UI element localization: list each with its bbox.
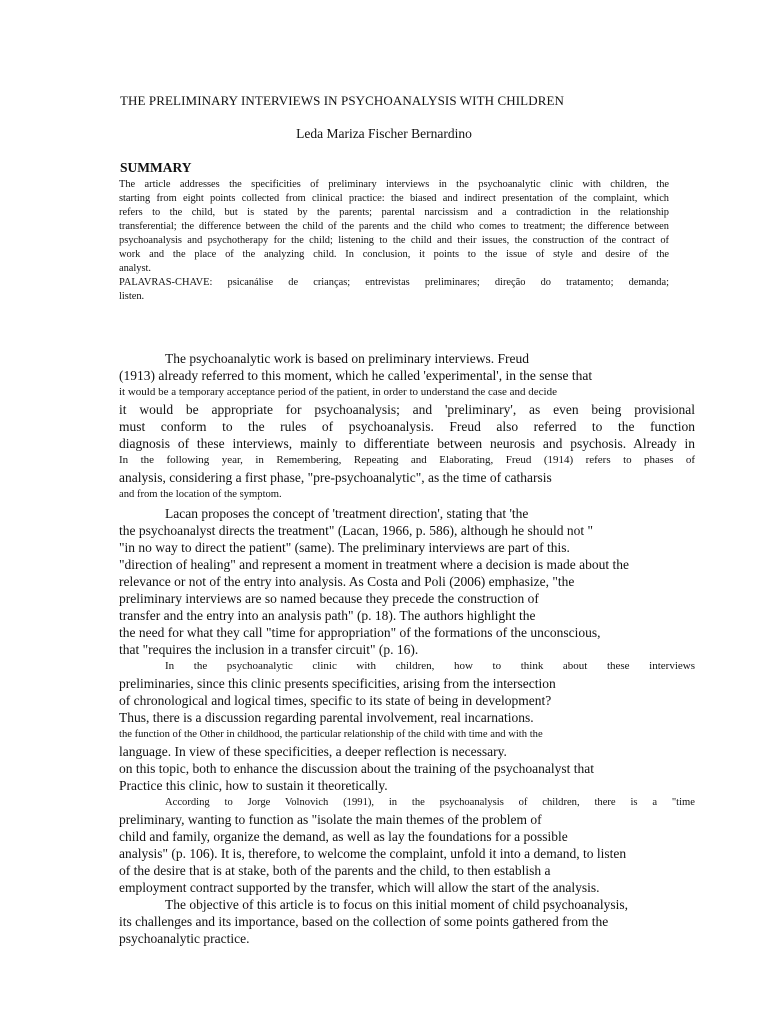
body-line: and from the location of the symptom.	[119, 489, 282, 500]
body-line: preliminary, wanting to function as "isolate the main themes of the problem of	[119, 812, 542, 827]
body-line: preliminary interviews are so named because they precede the construction of	[119, 591, 539, 606]
summary-line: analyst.	[119, 263, 152, 274]
body-line: analysis" (p. 106). It is, therefore, to welcome the complaint, unfold it into a demand, to listen	[119, 846, 627, 861]
body-line: (1913) already referred to this moment, which he called 'experimental', in the sense that	[119, 368, 593, 383]
body-text	[119, 350, 695, 947]
summary-line: refers to the child, but is stated by the parents; parental narcissism and a contradiction in the relationship	[119, 207, 669, 218]
summary-line: transferential; the difference between the child of the parents and the child who comes to treatment; the difference between	[119, 221, 669, 232]
body-line: of chronological and logical times, specific to its state of being in development?	[119, 693, 552, 708]
author-name: Leda Mariza Fischer Bernardino	[296, 126, 472, 141]
body-line: it would be appropriate for psychoanalysis; and 'preliminary', as even being provisional	[119, 402, 695, 417]
body-line: "in no way to direct the patient" (same). The preliminary interviews are part of this.	[119, 540, 570, 555]
summary-line: The article addresses the specificities of preliminary interviews in the psychoanalytic clinic with children, the	[119, 179, 669, 190]
body-line: The objective of this article is to focus on this initial moment of child psychoanalysis,	[165, 897, 629, 912]
keywords-line: listen.	[119, 291, 145, 302]
body-line: relevance or not of the entry into analysis. As Costa and Poli (2006) emphasize, "the	[119, 574, 575, 589]
body-line: the function of the Other in childhood, the particular relationship of the child with time and with the	[119, 729, 543, 740]
body-line: psychoanalytic practice.	[119, 931, 250, 946]
body-line: it would be a temporary acceptance period of the patient, in order to understand the case and decide	[119, 386, 557, 398]
body-line: analysis, considering a first phase, "pre-psychoanalytic", as the time of catharsis	[119, 470, 552, 485]
summary-paragraph	[119, 178, 669, 304]
document-title: THE PRELIMINARY INTERVIEWS IN PSYCHOANALYSIS WITH CHILDREN	[120, 93, 564, 108]
body-line: In the psychoanalytic clinic with children, how to think about these interviews	[165, 660, 695, 672]
body-line: Thus, there is a discussion regarding parental involvement, real incarnations.	[119, 710, 534, 725]
summary-heading: SUMMARY	[120, 160, 192, 175]
body-line: employment contract supported by the transfer, which will allow the start of the analysis.	[119, 880, 600, 895]
summary-line: work and the place of the analyzing child. In conclusion, it points to the issue of style and desire of the	[119, 249, 669, 260]
body-line: According to Jorge Volnovich (1991), in the psychoanalysis of children, there is a "time	[165, 797, 695, 808]
body-line: diagnosis of these interviews, mainly to differentiate between neurosis and psychosis. Already in	[119, 436, 695, 451]
body-line: The psychoanalytic work is based on preliminary interviews. Freud	[165, 351, 530, 366]
body-line: that "requires the inclusion in a transfer circuit" (p. 16).	[119, 642, 419, 657]
summary-line: starting from eight points collected from clinical practice: the biased and indirect presentation of the complaint, which	[119, 193, 669, 204]
body-line: In the following year, in Remembering, Repeating and Elaborating, Freud (1914) refers to phases of	[119, 454, 695, 466]
body-line: "direction of healing" and represent a moment in treatment where a decision is made about the	[119, 557, 629, 572]
body-line: the psychoanalyst directs the treatment" (Lacan, 1966, p. 586), although he should not "	[119, 523, 594, 538]
body-line: must conform to the rules of psychoanalysis. Freud also referred to the function	[119, 419, 695, 434]
body-line: child and family, organize the demand, as well as lay the foundations for a possible	[119, 829, 568, 844]
body-line: on this topic, both to enhance the discussion about the training of the psychoanalyst that	[119, 761, 595, 776]
body-line: preliminaries, since this clinic presents specificities, arising from the intersection	[119, 676, 556, 691]
body-line: transfer and the entry into an analysis path" (p. 18). The authors highlight the	[119, 608, 536, 623]
body-line: language. In view of these specificities, a deeper reflection is necessary.	[119, 744, 507, 759]
keywords-line: PALAVRAS-CHAVE: psicanálise de crianças; entrevistas preliminares; direção do tratamento; demanda;	[119, 277, 669, 288]
body-line: Practice this clinic, how to sustain it theoretically.	[119, 778, 388, 793]
body-line: the need for what they call "time for appropriation" of the formations of the unconscious,	[119, 625, 601, 640]
body-line: Lacan proposes the concept of 'treatment direction', stating that 'the	[165, 506, 529, 521]
body-line: its challenges and its importance, based on the collection of some points gathered from the	[119, 914, 609, 929]
summary-line: psychoanalysis and psychotherapy for the child; listening to the child and their issues, the construction of the contract of	[119, 235, 669, 246]
body-line: of the desire that is at stake, both of the parents and the child, to then establish a	[119, 863, 551, 878]
